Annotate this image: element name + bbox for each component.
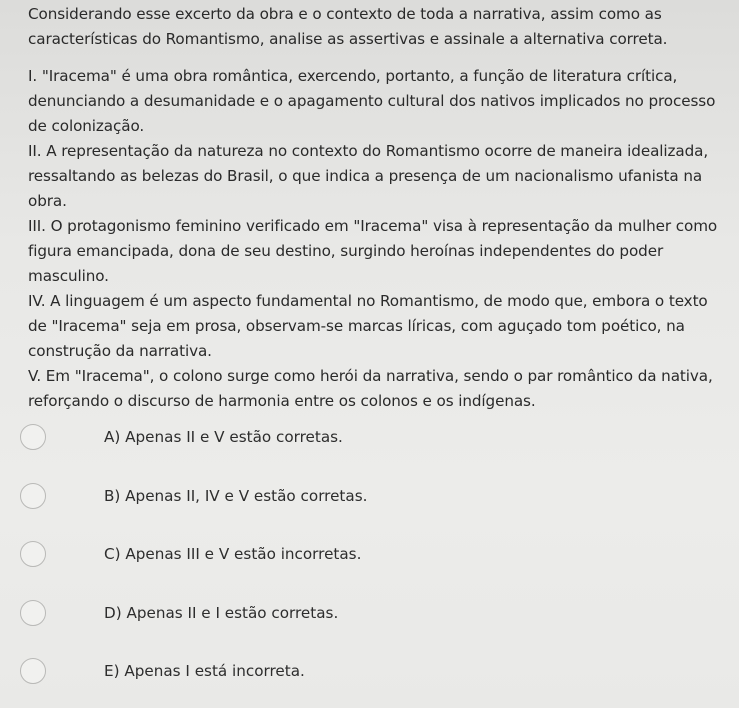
option-d[interactable]: [20, 584, 720, 643]
radio-button-b[interactable]: [20, 483, 46, 509]
option-a-label[interactable]: A) Apenas II e V estão corretas.: [104, 428, 343, 447]
question-intro: Considerando esse excerto da obra e o contexto de toda a narrativa, assim como as características do Romantismo, analise as assertivas e assinale a alternativa correta.: [28, 5, 668, 48]
option-b[interactable]: [20, 467, 720, 526]
option-b-label[interactable]: B) Apenas II, IV e V estão corretas.: [104, 486, 368, 505]
radio-button-c[interactable]: [20, 541, 46, 567]
option-e[interactable]: [20, 642, 720, 701]
radio-button-d[interactable]: [20, 600, 46, 626]
option-c-label[interactable]: C) Apenas III e V estão incorretas.: [104, 545, 362, 564]
radio-button-e[interactable]: [20, 658, 46, 684]
option-e-label[interactable]: E) Apenas I está incorreta.: [104, 662, 305, 681]
option-a[interactable]: [20, 408, 720, 467]
question-stem: [28, 2, 718, 414]
assertion-1: I. "Iracema" é uma obra romântica, exercendo, portanto, a função de literatura crítica, denunciando a desumanidade e o apagamento cultural dos nativos implicados no processo de colonização.: [28, 67, 716, 135]
assertion-2: II. A representação da natureza no contexto do Romantismo ocorre de maneira idealizada, ressaltando as belezas do Brasil, o que indica a presença de um nacionalismo ufanista na obra.: [28, 142, 709, 210]
option-c[interactable]: [20, 525, 720, 584]
answer-options: [20, 408, 720, 701]
assertion-3: III. O protagonismo feminino verificado em "Iracema" visa à representação da mulher como figura emancipada, dona de seu destino, surgindo heroínas independentes do poder masculino.: [28, 217, 718, 285]
radio-button-a[interactable]: [20, 424, 46, 450]
option-d-label[interactable]: D) Apenas II e I estão corretas.: [104, 603, 339, 622]
assertion-5: V. Em "Iracema", o colono surge como herói da narrativa, sendo o par romântico da nativa, reforçando o discurso de harmonia entre os colonos e os indígenas.: [28, 367, 713, 410]
assertion-4: IV. A linguagem é um aspecto fundamental no Romantismo, de modo que, embora o texto de "Iracema" seja em prosa, observam-se marcas líricas, com aguçado tom poético, na construção da narrativa.: [28, 292, 708, 360]
